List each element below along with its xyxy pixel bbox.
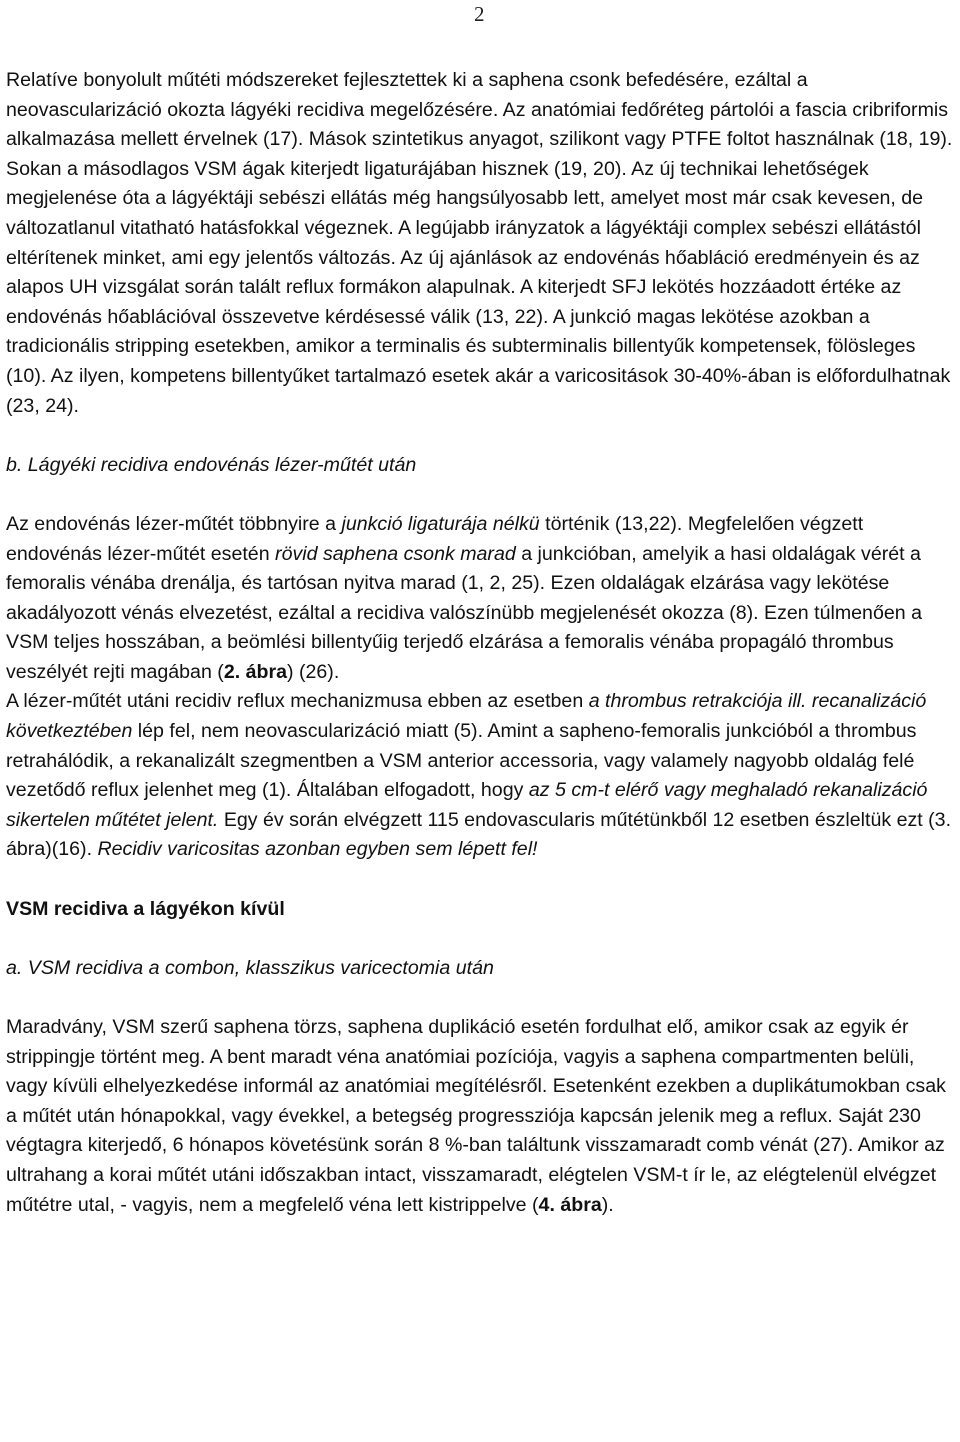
section-heading-a: a. VSM recidiva a combon, klasszikus varicectomia után (6, 956, 494, 979)
text-run: Egy év során elvégzett 115 endovascularis műtétünkből 12 esetben észleltük ezt (3. ábra)(16). (6, 808, 952, 861)
text-run: Az endovénás lézer-műtét többnyire a (6, 512, 342, 535)
text-run: lép fel, nem neovascularizáció miatt (5). Amint a sapheno-femoralis junkcióból a thrombus retrahálódik, a rekanalizált szegmentben a VSM anterior accessoria, vagy valamely nagyobb oldalág felé vezetődő reflux jelenhet meg (1). Általában elfogadott, hogy (6, 720, 917, 802)
figure-reference: 4. ábra (538, 1193, 602, 1216)
paragraph-intro: Relatíve bonyolult műtéti módszereket fejlesztettek ki a saphena csonk befedésére, ezáltal a neovascularizáció okozta lágyéki recidiva megelőzésére. Az anatómiai fedőréteg pártolói a fascia cribriformis alkalmazása mellett érvelnek (17). Mások szintetikus anyagot, szilikont vagy PTFE foltot használnak (18, 19). Sokan a másodlagos VSM ágak kiterjedt ligaturájában hisznek (19, 20). Az új technikai lehetőségek megjelenése óta a lágyéktáji sebészi ellátás még hangsúlyosabb lett, amelyet most már csak kevesen, de változatlanul vitatható hatásfokkal végeznek. A legújabb irányzatok a lágyéktáji complex sebészi ellátástól eltérítenek minket, ami egy jelentős változás. Az új ajánlások az endovénás hőabláció eredményein és az alapos UH vizsgálat során talált reflux formákon alapulnak. A kiterjedt SFJ lekötés hozzáadott értéke az endovénás hőablációval összevetve kérdésessé válik (13, 22). A junkció magas lekötése azokban a tradicionális stripping esetekben, amikor a terminalis és subterminalis billentyűk kompetensek, fölösleges (10). Az ilyen, kompetens billentyűket tartalmazó esetek akár a varicositások 30-40%-ában is előfordulhatnak (23, 24). (6, 69, 953, 417)
text-run: Maradvány, VSM szerű saphena törzs, saphena duplikáció esetén fordulhat elő, amikor csak az egyik ér strippingje történt meg. A bent maradt véna anatómiai pozíciója, vagyis a saphena compartmenten belüli, vagy kívüli elhelyezkedése informál az anatómiai megítélésről. Esetenként ezekben a duplikátumokban csak a műtét után hónapokkal, vagy évekkel, a betegség progressziója kapcsán jelenik meg a reflux. Saját 230 végtagra kiterjedő, 6 hónapos követésünk során 8 %-ban találtunk visszamaradt comb vénát (27). Amikor az ultrahang a korai műtét utáni időszakban intact, visszamaradt, elégtelen VSM-t ír le, az elégtelenül elvégzet műtétre utal, - vagyis, nem a megfelelő véna lett kistrippelve ( (6, 1016, 946, 1216)
italic-run: junkció ligaturája nélkü (341, 512, 540, 535)
figure-reference: 2. ábra (223, 660, 287, 683)
text-run: A lézer-műtét utáni recidiv reflux mechanizmusa ebben az esetben (6, 690, 589, 713)
italic-run: Recidiv varicositas azonban egyben sem lépett fel! (97, 838, 538, 861)
paragraph-thigh-recurrence (6, 1013, 956, 1220)
section-heading-vsm: VSM recidiva a lágyékon kívül (6, 897, 285, 920)
text-run: ). (601, 1193, 614, 1216)
paragraph-recurrence-mechanism (6, 687, 956, 865)
italic-run: rövid saphena csonk marad (275, 542, 516, 565)
text-run: ) (26). (287, 660, 340, 683)
document-body (6, 66, 956, 1220)
italic-run: az 5 cm-t elérő vagy meghaladó rekanalizáció sikertelen műtétet jelent. (6, 779, 928, 831)
italic-run: a thrombus retrakciója ill. recanalizáció következtében (6, 690, 927, 743)
page-number: 2 (474, 2, 485, 26)
section-heading-b: b. Lágyéki recidiva endovénás lézer-műtét után (6, 453, 417, 476)
paragraph-laser-surgery (6, 510, 956, 688)
text-run: a junkcióban, amelyik a hasi oldalágak vérét a femoralis vénába drenálja, és tartósan nyitva marad (1, 2, 25). Ezen oldalágak elzárása vagy lekötése akadályozott vénás elvezetést, ezáltal a recidiva valószínübb megjelenését okozza (8). Ezen túlmenően a VSM teljes hosszában, a beömlési billentyűig terjedő elzárása a femoralis vénába propagáló thrombus veszélyét rejti magában ( (6, 542, 922, 683)
text-run: történik (13,22). Megfelelően végzett endovénás lézer-műtét esetén (6, 512, 864, 565)
